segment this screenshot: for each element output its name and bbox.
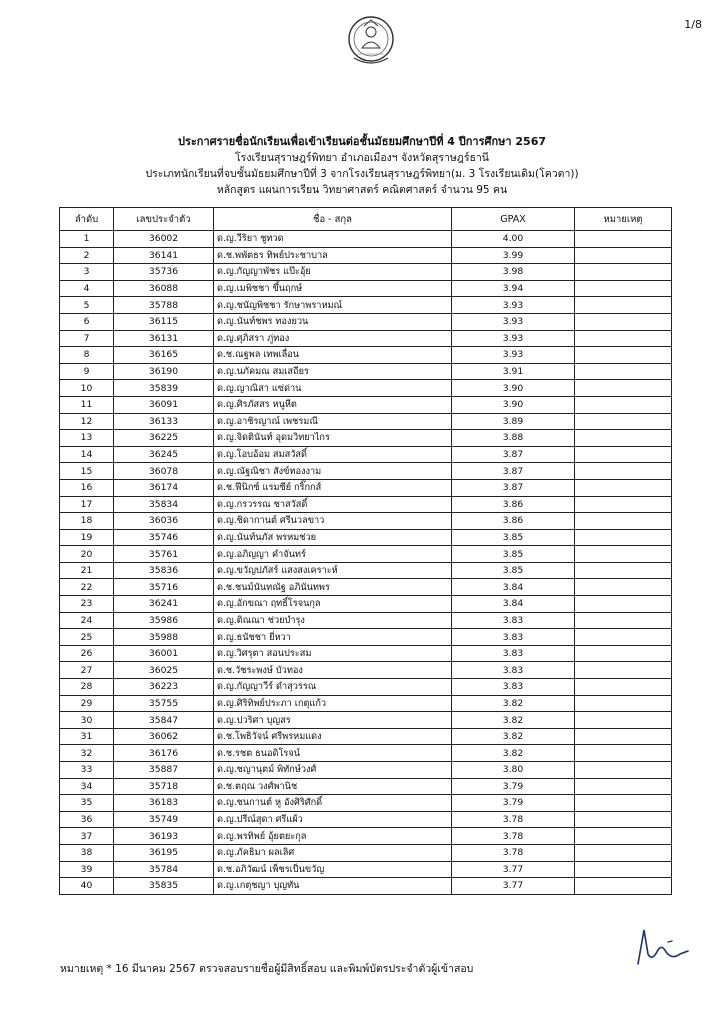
note-cell bbox=[575, 513, 672, 530]
name-cell: ด.ญ.วีริยา ชูทวด bbox=[214, 231, 452, 248]
name-cell: ด.ญ.จิดตินันท์ อุดมวิทยาไกร bbox=[214, 430, 452, 447]
student-id-cell: 36174 bbox=[114, 479, 214, 496]
gpax-cell: 3.91 bbox=[452, 363, 575, 380]
table-row bbox=[60, 861, 672, 878]
gpax-cell: 3.82 bbox=[452, 712, 575, 729]
name-cell: ด.ญ.อักขณา ฤทธิ์โรจนกุล bbox=[214, 596, 452, 613]
table-row bbox=[60, 612, 672, 629]
rank-cell: 13 bbox=[60, 430, 114, 447]
name-cell: ด.ช.ตฤณ วงศ์พานิช bbox=[214, 778, 452, 795]
name-cell: ด.ญ.กรวรรณ ชาสวัสดิ์ bbox=[214, 496, 452, 513]
note-cell bbox=[575, 662, 672, 679]
student-id-cell: 36176 bbox=[114, 745, 214, 762]
note-cell bbox=[575, 596, 672, 613]
student-id-cell: 36193 bbox=[114, 828, 214, 845]
rank-cell: 12 bbox=[60, 413, 114, 430]
student-id-cell: 36088 bbox=[114, 280, 214, 297]
note-cell bbox=[575, 712, 672, 729]
name-cell: ด.ญ.ขวัญปภัสร์ แสงสงเคราะห์ bbox=[214, 562, 452, 579]
table-row bbox=[60, 745, 672, 762]
signature-icon bbox=[628, 924, 692, 972]
table-row bbox=[60, 629, 672, 646]
note-cell bbox=[575, 396, 672, 413]
gpax-cell: 3.78 bbox=[452, 844, 575, 861]
gpax-cell: 3.79 bbox=[452, 778, 575, 795]
note-cell bbox=[575, 264, 672, 281]
note-cell bbox=[575, 446, 672, 463]
gpax-cell: 3.83 bbox=[452, 645, 575, 662]
student-category: ประเภทนักเรียนที่จบชั้นมัธยมศึกษาปีที่ 3 จากโรงเรียนสุราษฎร์พิทยา(ม. 3 โรงเรียนเดิม(โควตา)) bbox=[145, 168, 579, 180]
name-cell: ด.ช.ชนม์นันทณัฐ อภินันทพร bbox=[214, 579, 452, 596]
note-cell bbox=[575, 430, 672, 447]
table-row bbox=[60, 695, 672, 712]
rank-cell: 35 bbox=[60, 795, 114, 812]
table-row bbox=[60, 347, 672, 364]
table-row bbox=[60, 380, 672, 397]
student-id-cell: 36002 bbox=[114, 231, 214, 248]
rank-cell: 7 bbox=[60, 330, 114, 347]
note-cell bbox=[575, 795, 672, 812]
announcement-header bbox=[0, 134, 724, 198]
table-row bbox=[60, 496, 672, 513]
gpax-cell: 3.88 bbox=[452, 430, 575, 447]
note-cell bbox=[575, 496, 672, 513]
rank-cell: 40 bbox=[60, 878, 114, 895]
student-id-cell: 35746 bbox=[114, 529, 214, 546]
table-row bbox=[60, 231, 672, 248]
student-id-cell: 35835 bbox=[114, 878, 214, 895]
student-id-cell: 35847 bbox=[114, 712, 214, 729]
gpax-cell: 3.87 bbox=[452, 446, 575, 463]
rank-cell: 25 bbox=[60, 629, 114, 646]
gpax-cell: 3.89 bbox=[452, 413, 575, 430]
name-cell: ด.ญ.ภัคธิมา ผลเลิศ bbox=[214, 844, 452, 861]
rank-cell: 1 bbox=[60, 231, 114, 248]
gpax-cell: 3.85 bbox=[452, 562, 575, 579]
table-row bbox=[60, 463, 672, 480]
name-cell: ด.ญ.ติณณา ช่วยบำรุง bbox=[214, 612, 452, 629]
gpax-cell: 3.93 bbox=[452, 297, 575, 314]
note-cell bbox=[575, 347, 672, 364]
student-id-cell: 36036 bbox=[114, 513, 214, 530]
note-cell bbox=[575, 313, 672, 330]
rank-cell: 14 bbox=[60, 446, 114, 463]
note-cell bbox=[575, 745, 672, 762]
gpax-cell: 3.86 bbox=[452, 496, 575, 513]
note-cell bbox=[575, 728, 672, 745]
name-cell: ด.ญ.ณัฐณิชา สังข์ทองงาม bbox=[214, 463, 452, 480]
name-cell: ด.ญ.ศุภิสรา ภู่ทอง bbox=[214, 330, 452, 347]
student-id-cell: 36190 bbox=[114, 363, 214, 380]
gpax-cell: 3.99 bbox=[452, 247, 575, 264]
student-roster-table bbox=[59, 207, 672, 895]
gpax-cell: 3.78 bbox=[452, 828, 575, 845]
student-id-cell: 35839 bbox=[114, 380, 214, 397]
rank-cell: 9 bbox=[60, 363, 114, 380]
note-cell bbox=[575, 380, 672, 397]
gpax-cell: 3.83 bbox=[452, 612, 575, 629]
student-id-cell: 35986 bbox=[114, 612, 214, 629]
school-name: โรงเรียนสุราษฎร์พิทยา อำเภอเมืองฯ จังหวัดสุราษฎร์ธานี bbox=[235, 152, 489, 164]
rank-cell: 19 bbox=[60, 529, 114, 546]
student-id-cell: 35749 bbox=[114, 811, 214, 828]
gpax-cell: 3.84 bbox=[452, 579, 575, 596]
table-row bbox=[60, 280, 672, 297]
student-id-cell: 36131 bbox=[114, 330, 214, 347]
table-row bbox=[60, 878, 672, 895]
rank-cell: 37 bbox=[60, 828, 114, 845]
gpax-cell: 3.78 bbox=[452, 811, 575, 828]
note-cell bbox=[575, 778, 672, 795]
table-row bbox=[60, 795, 672, 812]
column-header-student-id: เลขประจำตัว bbox=[114, 208, 214, 231]
rank-cell: 8 bbox=[60, 347, 114, 364]
gpax-cell: 3.83 bbox=[452, 662, 575, 679]
gpax-cell: 3.77 bbox=[452, 878, 575, 895]
student-id-cell: 36245 bbox=[114, 446, 214, 463]
table-row bbox=[60, 844, 672, 861]
rank-cell: 38 bbox=[60, 844, 114, 861]
gpax-cell: 4.00 bbox=[452, 231, 575, 248]
rank-cell: 4 bbox=[60, 280, 114, 297]
table-row bbox=[60, 247, 672, 264]
name-cell: ด.ญ.ชนัญพิชชา รักษาพราหมณ์ bbox=[214, 297, 452, 314]
announcement-title: ประกาศรายชื่อนักเรียนเพื่อเข้าเรียนต่อชั้นมัธยมศึกษาปีที่ 4 ปีการศึกษา 2567 bbox=[178, 135, 546, 148]
name-cell: ด.ช.โพธิวัจน์ ศรีพรหมแดง bbox=[214, 728, 452, 745]
table-row bbox=[60, 479, 672, 496]
student-id-cell: 35716 bbox=[114, 579, 214, 596]
rank-cell: 2 bbox=[60, 247, 114, 264]
rank-cell: 3 bbox=[60, 264, 114, 281]
table-row bbox=[60, 413, 672, 430]
gpax-cell: 3.98 bbox=[452, 264, 575, 281]
student-id-cell: 35736 bbox=[114, 264, 214, 281]
page-number: 1/8 bbox=[684, 18, 702, 31]
table-row bbox=[60, 330, 672, 347]
rank-cell: 34 bbox=[60, 778, 114, 795]
name-cell: ด.ญ.เกตุชญา บุญทัน bbox=[214, 878, 452, 895]
student-id-cell: 36062 bbox=[114, 728, 214, 745]
note-cell bbox=[575, 479, 672, 496]
rank-cell: 10 bbox=[60, 380, 114, 397]
table-row bbox=[60, 363, 672, 380]
rank-cell: 24 bbox=[60, 612, 114, 629]
student-id-cell: 36223 bbox=[114, 679, 214, 696]
name-cell: ด.ญ.ชิดากานต์ ศรีนวลขาว bbox=[214, 513, 452, 530]
note-cell bbox=[575, 645, 672, 662]
name-cell: ด.ญ.อาชิรญาณ์ เพชรมณี bbox=[214, 413, 452, 430]
column-header-name: ชื่อ - สกุล bbox=[214, 208, 452, 231]
student-id-cell: 36225 bbox=[114, 430, 214, 447]
note-cell bbox=[575, 861, 672, 878]
note-cell bbox=[575, 828, 672, 845]
name-cell: ด.ญ.โอบอ้อม สมสวัสดิ์ bbox=[214, 446, 452, 463]
rank-cell: 31 bbox=[60, 728, 114, 745]
name-cell: ด.ญ.เมพิชชา ขึ้นฤกษ์ bbox=[214, 280, 452, 297]
gpax-cell: 3.85 bbox=[452, 546, 575, 563]
rank-cell: 28 bbox=[60, 679, 114, 696]
student-id-cell: 36165 bbox=[114, 347, 214, 364]
table-body bbox=[60, 231, 672, 895]
school-emblem-icon bbox=[346, 14, 396, 70]
note-cell bbox=[575, 695, 672, 712]
table-row bbox=[60, 679, 672, 696]
note-cell bbox=[575, 546, 672, 563]
name-cell: ด.ญ.นภัคมณ สมเสถียร bbox=[214, 363, 452, 380]
name-cell: ด.ญ.กัญญาวีร์ ดำสุวรรณ bbox=[214, 679, 452, 696]
note-cell bbox=[575, 297, 672, 314]
note-cell bbox=[575, 629, 672, 646]
note-cell bbox=[575, 612, 672, 629]
gpax-cell: 3.87 bbox=[452, 479, 575, 496]
student-id-cell: 36091 bbox=[114, 396, 214, 413]
program-and-count: หลักสูตร แผนการเรียน วิทยาศาสตร์ คณิตศาสตร์ จำนวน 95 คน bbox=[216, 184, 508, 196]
table-row bbox=[60, 811, 672, 828]
table-row bbox=[60, 264, 672, 281]
name-cell: ด.ญ.นันท์ชพร ทองยวน bbox=[214, 313, 452, 330]
name-cell: ด.ช.พพัตธร ทิพย์ประชาบาล bbox=[214, 247, 452, 264]
table-row bbox=[60, 645, 672, 662]
rank-cell: 16 bbox=[60, 479, 114, 496]
student-id-cell: 35755 bbox=[114, 695, 214, 712]
rank-cell: 20 bbox=[60, 546, 114, 563]
student-id-cell: 36195 bbox=[114, 844, 214, 861]
student-id-cell: 35784 bbox=[114, 861, 214, 878]
gpax-cell: 3.94 bbox=[452, 280, 575, 297]
name-cell: ด.ญ.ชนกานต์ หู อังศิริศักดิ์ bbox=[214, 795, 452, 812]
student-id-cell: 35761 bbox=[114, 546, 214, 563]
note-cell bbox=[575, 811, 672, 828]
name-cell: ด.ญ.ปรีณ์สุดา ศรีแผ้ว bbox=[214, 811, 452, 828]
gpax-cell: 3.84 bbox=[452, 596, 575, 613]
gpax-cell: 3.87 bbox=[452, 463, 575, 480]
name-cell: ด.ญ.นันท์นภัส พรหมช่วย bbox=[214, 529, 452, 546]
note-cell bbox=[575, 413, 672, 430]
student-id-cell: 36001 bbox=[114, 645, 214, 662]
student-id-cell: 36241 bbox=[114, 596, 214, 613]
name-cell: ด.ช.ณฐพล เทพเลื่อน bbox=[214, 347, 452, 364]
table-row bbox=[60, 662, 672, 679]
student-id-cell: 36025 bbox=[114, 662, 214, 679]
rank-cell: 5 bbox=[60, 297, 114, 314]
gpax-cell: 3.82 bbox=[452, 728, 575, 745]
table-row bbox=[60, 313, 672, 330]
name-cell: ด.ช.รชต ธนอดิโรจน์ bbox=[214, 745, 452, 762]
gpax-cell: 3.86 bbox=[452, 513, 575, 530]
name-cell: ด.ญ.ศิรภัสสร หนูหีต bbox=[214, 396, 452, 413]
gpax-cell: 3.80 bbox=[452, 762, 575, 779]
student-id-cell: 36133 bbox=[114, 413, 214, 430]
name-cell: ด.ญ.ญาณิสา แซ่ด่าน bbox=[214, 380, 452, 397]
gpax-cell: 3.85 bbox=[452, 529, 575, 546]
table-row bbox=[60, 712, 672, 729]
table-row bbox=[60, 562, 672, 579]
column-header-gpax: GPAX bbox=[452, 208, 575, 231]
student-id-cell: 36078 bbox=[114, 463, 214, 480]
table-row bbox=[60, 396, 672, 413]
rank-cell: 39 bbox=[60, 861, 114, 878]
student-id-cell: 35988 bbox=[114, 629, 214, 646]
student-id-cell: 36115 bbox=[114, 313, 214, 330]
rank-cell: 11 bbox=[60, 396, 114, 413]
table-header-row bbox=[60, 208, 672, 231]
name-cell: ด.ญ.ศิริทิพย์ประภา เกตุแก้ว bbox=[214, 695, 452, 712]
gpax-cell: 3.93 bbox=[452, 330, 575, 347]
rank-cell: 36 bbox=[60, 811, 114, 828]
rank-cell: 22 bbox=[60, 579, 114, 596]
note-cell bbox=[575, 363, 672, 380]
note-cell bbox=[575, 878, 672, 895]
gpax-cell: 3.93 bbox=[452, 313, 575, 330]
table-row bbox=[60, 430, 672, 447]
rank-cell: 17 bbox=[60, 496, 114, 513]
table-row bbox=[60, 728, 672, 745]
rank-cell: 26 bbox=[60, 645, 114, 662]
name-cell: ด.ญ.วิศรุตา สอนประสม bbox=[214, 645, 452, 662]
rank-cell: 30 bbox=[60, 712, 114, 729]
name-cell: ด.ช.อภิวัฒน์ เพ็ชรเป็นขวัญ bbox=[214, 861, 452, 878]
rank-cell: 33 bbox=[60, 762, 114, 779]
rank-cell: 18 bbox=[60, 513, 114, 530]
gpax-cell: 3.82 bbox=[452, 745, 575, 762]
note-cell bbox=[575, 844, 672, 861]
gpax-cell: 3.90 bbox=[452, 380, 575, 397]
gpax-cell: 3.83 bbox=[452, 679, 575, 696]
table-row bbox=[60, 778, 672, 795]
gpax-cell: 3.77 bbox=[452, 861, 575, 878]
gpax-cell: 3.79 bbox=[452, 795, 575, 812]
column-header-rank: ลำดับ bbox=[60, 208, 114, 231]
student-id-cell: 36141 bbox=[114, 247, 214, 264]
note-cell bbox=[575, 529, 672, 546]
name-cell: ด.ญ.ธนัชชา ยี่หวา bbox=[214, 629, 452, 646]
note-cell bbox=[575, 247, 672, 264]
note-cell bbox=[575, 762, 672, 779]
table-row bbox=[60, 529, 672, 546]
table-row bbox=[60, 513, 672, 530]
rank-cell: 27 bbox=[60, 662, 114, 679]
gpax-cell: 3.90 bbox=[452, 396, 575, 413]
remark-note: หมายเหตุ * 16 มีนาคม 2567 ตรวจสอบรายชื่อผู้มีสิทธิ์สอบ และพิมพ์บัตรประจำตัวผู้เข้าสอบ bbox=[60, 963, 474, 975]
gpax-cell: 3.93 bbox=[452, 347, 575, 364]
name-cell: ด.ช.ฟีนิกซ์ แรมซีย์ กริ๊กกส์ bbox=[214, 479, 452, 496]
table-row bbox=[60, 762, 672, 779]
table-row bbox=[60, 297, 672, 314]
name-cell: ด.ญ.ชญานุตม์ พิทักษ์วงศ์ bbox=[214, 762, 452, 779]
note-cell bbox=[575, 280, 672, 297]
student-id-cell: 35887 bbox=[114, 762, 214, 779]
gpax-cell: 3.83 bbox=[452, 629, 575, 646]
note-cell bbox=[575, 463, 672, 480]
rank-cell: 15 bbox=[60, 463, 114, 480]
table-row bbox=[60, 828, 672, 845]
rank-cell: 21 bbox=[60, 562, 114, 579]
note-cell bbox=[575, 231, 672, 248]
table-row bbox=[60, 579, 672, 596]
table-row bbox=[60, 546, 672, 563]
student-id-cell: 35834 bbox=[114, 496, 214, 513]
name-cell: ด.ญ.ปวริศา บุญสร bbox=[214, 712, 452, 729]
table-row bbox=[60, 596, 672, 613]
name-cell: ด.ญ.พรทิพย์ อุ้ยตยะกุล bbox=[214, 828, 452, 845]
note-cell bbox=[575, 579, 672, 596]
rank-cell: 23 bbox=[60, 596, 114, 613]
rank-cell: 29 bbox=[60, 695, 114, 712]
name-cell: ด.ช.วัชระพงษ์ บัวทอง bbox=[214, 662, 452, 679]
student-id-cell: 35718 bbox=[114, 778, 214, 795]
name-cell: ด.ญ.อภิญญา คำจันทร์ bbox=[214, 546, 452, 563]
student-id-cell: 35788 bbox=[114, 297, 214, 314]
column-header-note: หมายเหตุ bbox=[575, 208, 672, 231]
student-id-cell: 35836 bbox=[114, 562, 214, 579]
note-cell bbox=[575, 330, 672, 347]
student-id-cell: 36183 bbox=[114, 795, 214, 812]
name-cell: ด.ญ.กัญญาพัชร แป๊ะอุ้ย bbox=[214, 264, 452, 281]
table-row bbox=[60, 446, 672, 463]
rank-cell: 6 bbox=[60, 313, 114, 330]
note-cell bbox=[575, 679, 672, 696]
note-cell bbox=[575, 562, 672, 579]
rank-cell: 32 bbox=[60, 745, 114, 762]
gpax-cell: 3.82 bbox=[452, 695, 575, 712]
